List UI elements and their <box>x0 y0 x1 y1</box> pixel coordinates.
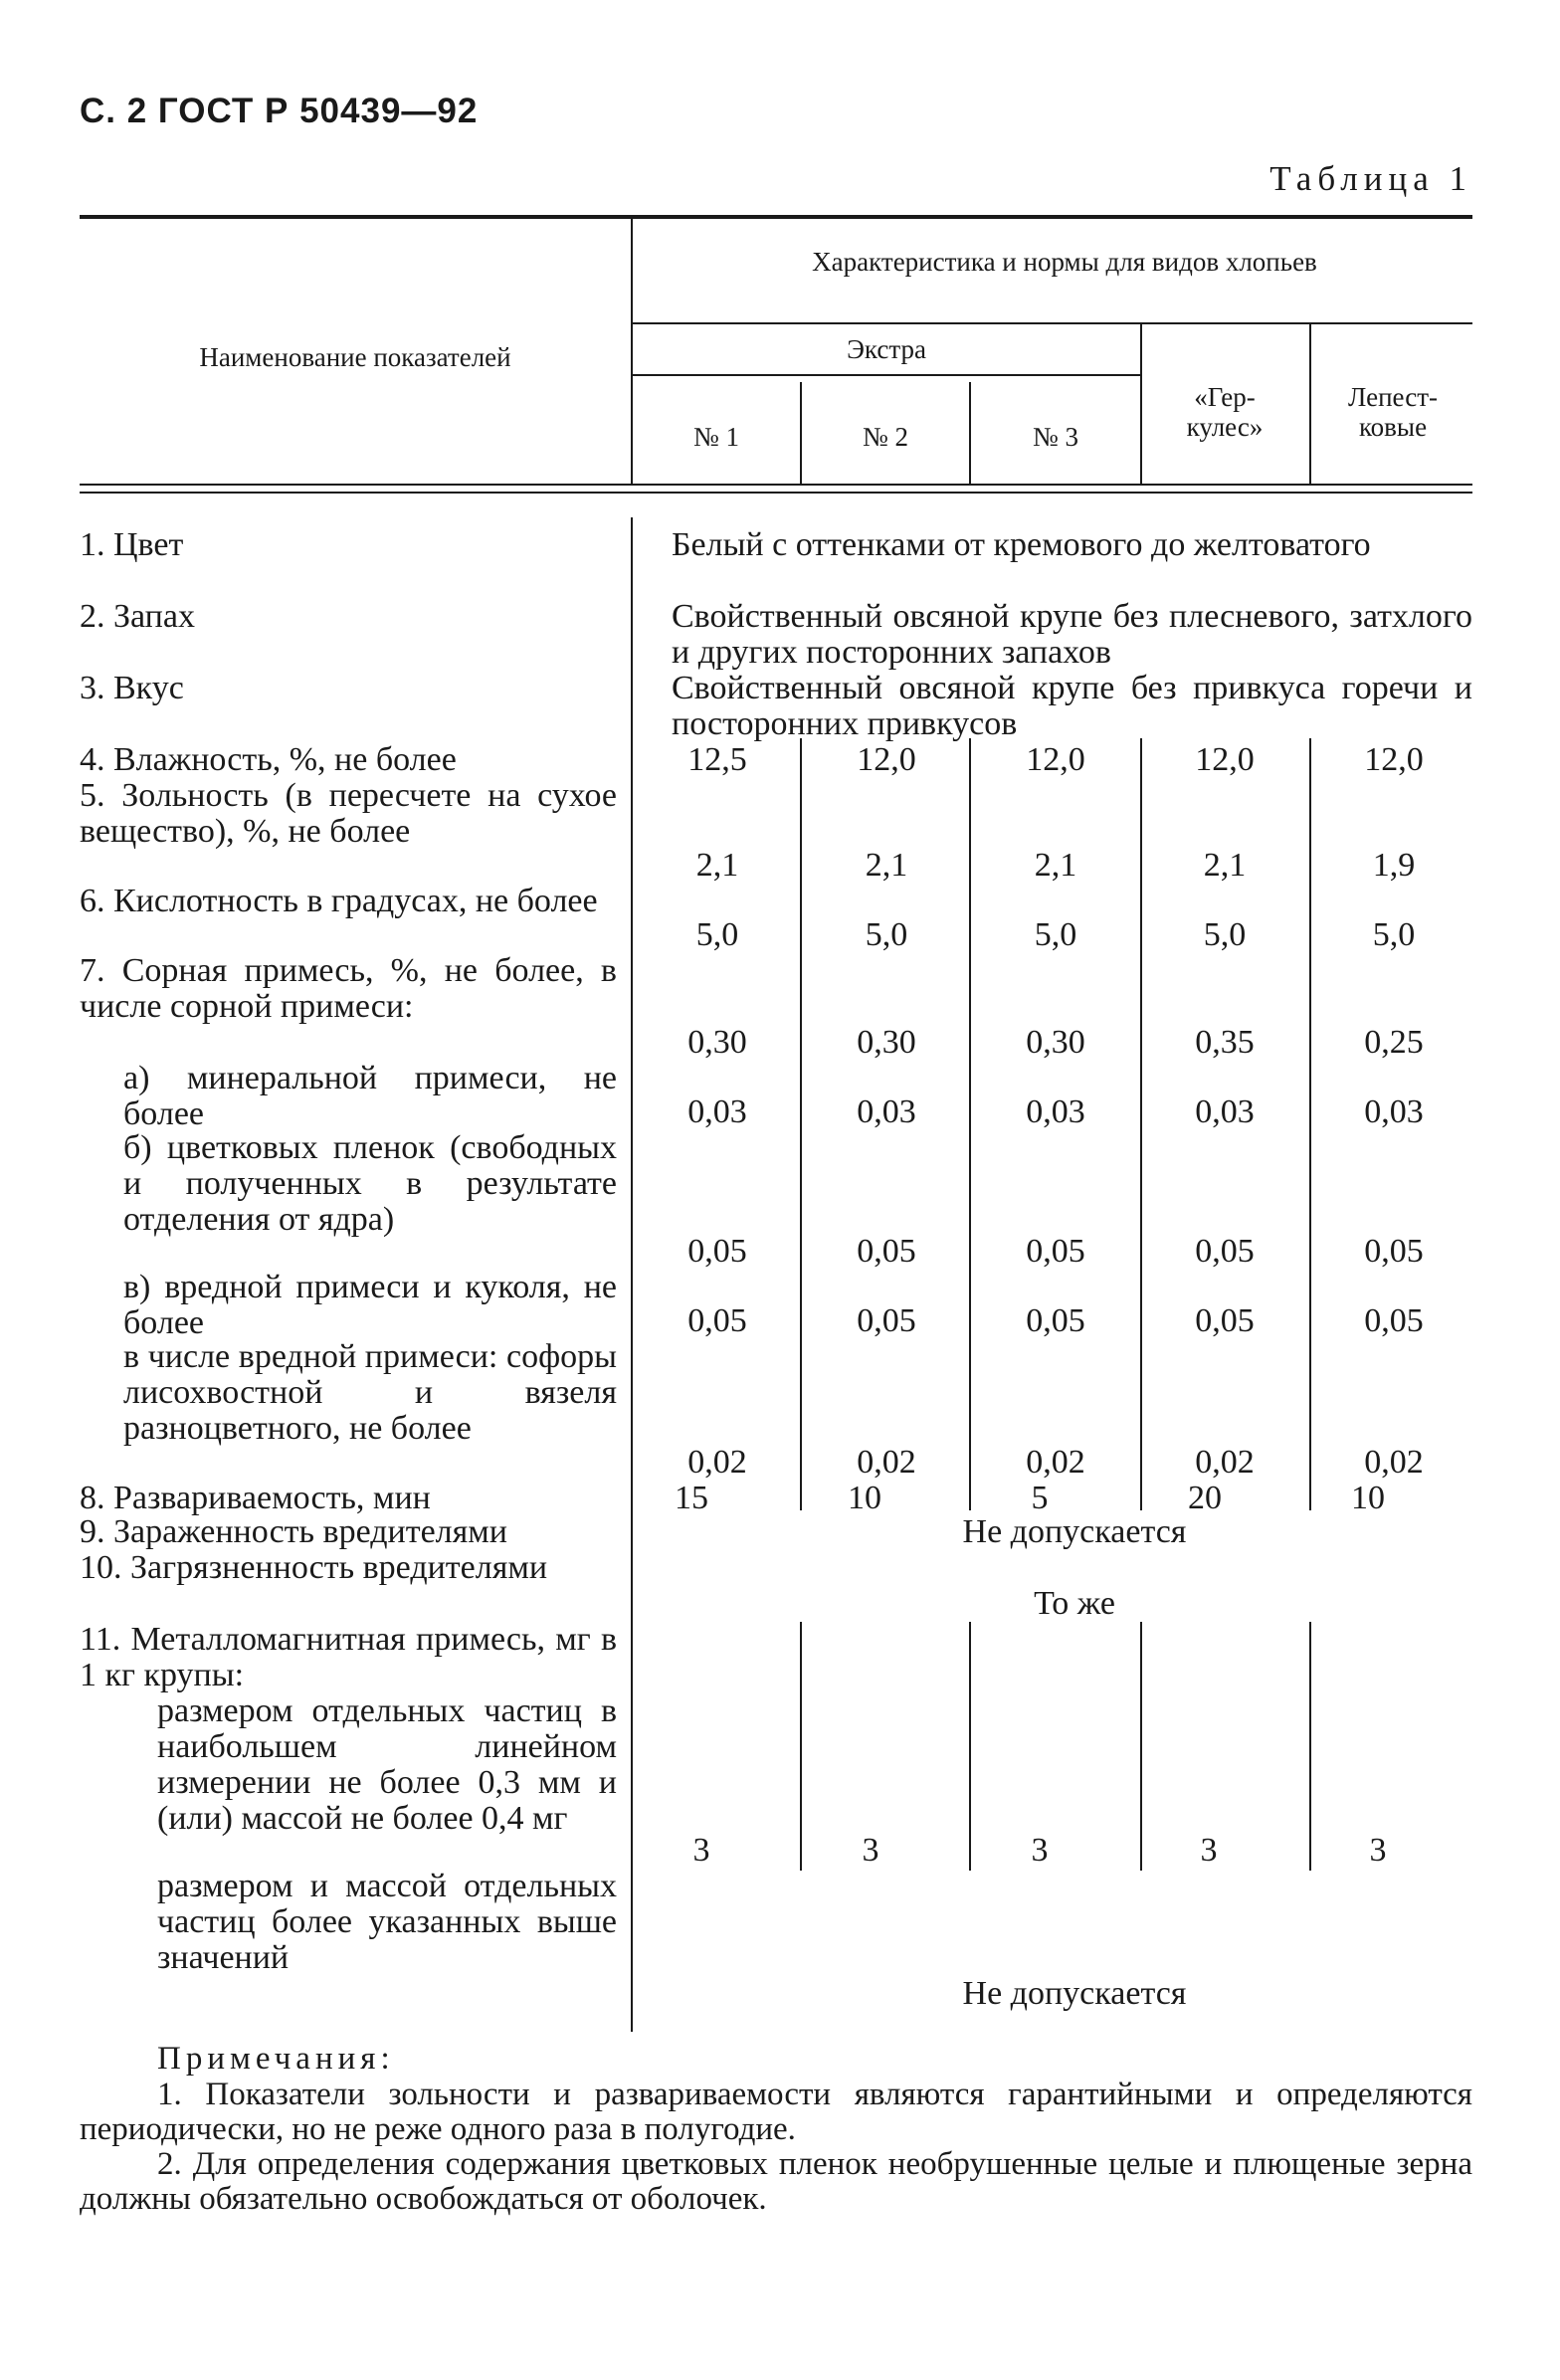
cell-metal-large: Не допускается <box>962 1975 1187 2012</box>
row-label-ash: 5. Зольность (в пересчете на сухое вещество), %, не более <box>80 777 617 850</box>
cell-harmful-n3: 0,05 <box>1026 1302 1085 1339</box>
row-label-weed-impurity: 7. Сорная примесь, %, не более, в числе сорной примеси: <box>80 952 617 1025</box>
cell-metal-petal: 3 <box>1369 1832 1387 1869</box>
cell-cooking-n1: 15 <box>675 1480 708 1516</box>
cell-acidity-n3: 5,0 <box>1034 916 1077 953</box>
cell-weed-n2: 0,30 <box>857 1024 916 1061</box>
row-label-mineral: а) минеральной примеси, не более <box>123 1060 617 1132</box>
cell-harmful-n2: 0,05 <box>857 1302 916 1339</box>
group-rule <box>633 322 1472 324</box>
cell-moisture-n3: 12,0 <box>1026 741 1085 778</box>
cell-acidity-n2: 5,0 <box>865 916 908 953</box>
page-header: С. 2 ГОСТ Р 50439—92 <box>80 92 479 130</box>
cell-cooking-herc: 20 <box>1188 1480 1222 1516</box>
row-label-metallomagnetic: 11. Металломагнитная примесь, мг в 1 кг крупы: <box>80 1621 617 1693</box>
row-label-sophora: в числе вредной примеси: софоры лисохвостной и вязеля разноцветного, не более <box>123 1338 617 1447</box>
cell-films-n2: 0,05 <box>857 1233 916 1270</box>
cell-films-petal: 0,05 <box>1364 1233 1424 1270</box>
row-label-taste: 3. Вкус <box>80 670 184 706</box>
cell-metal-n2: 3 <box>862 1832 879 1869</box>
cell-moisture-petal: 12,0 <box>1364 741 1424 778</box>
cell-cooking-n3: 5 <box>1031 1480 1049 1516</box>
cell-metal-herc: 3 <box>1200 1832 1218 1869</box>
cell-sophora-n1: 0,02 <box>687 1444 747 1481</box>
cell-metal-n1: 3 <box>692 1832 710 1869</box>
column-header-group: Характеристика и нормы для видов хлопьев <box>812 247 1317 277</box>
cell-ash-herc: 2,1 <box>1203 847 1247 884</box>
column-header-herc: «Гер-кулес» <box>1186 382 1264 442</box>
column-header-extra: Экстра <box>847 334 926 364</box>
table-top-rule <box>80 215 1472 219</box>
notes-title: Примечания: <box>157 2041 395 2077</box>
row-label-pest-infestation: 9. Зараженность вредителями <box>80 1513 507 1550</box>
cell-weed-petal: 0,25 <box>1364 1024 1424 1061</box>
cell-pest-contamination: То же <box>1034 1585 1115 1622</box>
cell-metal-n3: 3 <box>1031 1832 1049 1869</box>
cell-ash-petal: 1,9 <box>1372 847 1416 884</box>
cell-ash-n2: 2,1 <box>865 847 908 884</box>
cell-moisture-n1: 12,5 <box>687 741 747 778</box>
cell-mineral-n3: 0,03 <box>1026 1093 1085 1130</box>
cell-moisture-n2: 12,0 <box>857 741 916 778</box>
cell-cooking-n2: 10 <box>848 1480 881 1516</box>
row-value-taste: Свойственный овсяной крупе без привкуса горечи и посторонних привкусов <box>672 670 1472 742</box>
table-caption: Таблица 1 <box>1269 159 1472 198</box>
row-label-acidity: 6. Кислотность в градусах, не более <box>80 883 598 919</box>
cell-ash-n3: 2,1 <box>1034 847 1077 884</box>
extra-rule <box>633 374 1140 376</box>
row-value-color: Белый с оттенками от кремового до желтоватого <box>672 526 1371 563</box>
row-label-color: 1. Цвет <box>80 526 184 563</box>
cell-acidity-herc: 5,0 <box>1203 916 1247 953</box>
row-label-harmful: в) вредной примеси и куколя, не более <box>123 1269 617 1341</box>
row-label-flower-films: б) цветковых пленок (свободных и полученных в результате отделения от ядра) <box>123 1129 617 1238</box>
column-header-petal: Лепест-ковые <box>1348 382 1438 442</box>
header-bottom-rule-1 <box>80 484 1472 486</box>
cell-films-herc: 0,05 <box>1195 1233 1255 1270</box>
cell-films-n3: 0,05 <box>1026 1233 1085 1270</box>
row-label-metallomagnetic-large: размером и массой отдельных частиц более указанных выше значений <box>157 1868 617 1976</box>
note-1: 1. Показатели зольности и развариваемости являются гарантийными и определяются периодически, но не реже одного раза в полугодие. <box>80 2077 1472 2147</box>
cell-sophora-n3: 0,02 <box>1026 1444 1085 1481</box>
header-bottom-rule-2 <box>80 492 1472 494</box>
row-label-moisture: 4. Влажность, %, не более <box>80 741 457 778</box>
cell-weed-herc: 0,35 <box>1195 1024 1255 1061</box>
column-header-n3: № 3 <box>1032 422 1078 452</box>
cell-mineral-petal: 0,03 <box>1364 1093 1424 1130</box>
cell-harmful-n1: 0,05 <box>687 1302 747 1339</box>
cell-harmful-petal: 0,05 <box>1364 1302 1424 1339</box>
cell-mineral-herc: 0,03 <box>1195 1093 1255 1130</box>
cell-mineral-n1: 0,03 <box>687 1093 747 1130</box>
column-header-indicator: Наименование показателей <box>199 342 511 372</box>
note-2: 2. Для определения содержания цветковых пленок необрушенные целые и плющеные зерна должны обязательно освобождаться от оболочек. <box>80 2146 1472 2217</box>
row-label-smell: 2. Запах <box>80 598 195 635</box>
column-header-n1: № 1 <box>692 422 739 452</box>
row-value-smell: Свойственный овсяной крупе без плесневого, затхлого и других посторонних запахов <box>672 598 1472 671</box>
cell-pest-infestation: Не допускается <box>962 1513 1187 1550</box>
column-header-n2: № 2 <box>862 422 908 452</box>
row-label-cooking: 8. Развариваемость, мин <box>80 1480 431 1516</box>
cell-sophora-n2: 0,02 <box>857 1444 916 1481</box>
row-label-pest-contamination: 10. Загрязненность вредителями <box>80 1549 548 1586</box>
cell-ash-n1: 2,1 <box>695 847 739 884</box>
header-divider-extra <box>1140 324 1142 484</box>
cell-cooking-petal: 10 <box>1351 1480 1385 1516</box>
header-divider-herc <box>1309 324 1311 484</box>
cell-acidity-petal: 5,0 <box>1372 916 1416 953</box>
cell-sophora-petal: 0,02 <box>1364 1444 1424 1481</box>
cell-weed-n1: 0,30 <box>687 1024 747 1061</box>
row-label-metallomagnetic-small: размером отдельных частиц в наибольшем линейном измерении не более 0,3 мм и (или) массой не более 0,4 мг <box>157 1692 617 1837</box>
cell-films-n1: 0,05 <box>687 1233 747 1270</box>
cell-moisture-herc: 12,0 <box>1195 741 1255 778</box>
cell-weed-n3: 0,30 <box>1026 1024 1085 1061</box>
cell-sophora-herc: 0,02 <box>1195 1444 1255 1481</box>
cell-harmful-herc: 0,05 <box>1195 1302 1255 1339</box>
cell-acidity-n1: 5,0 <box>695 916 739 953</box>
cell-mineral-n2: 0,03 <box>857 1093 916 1130</box>
